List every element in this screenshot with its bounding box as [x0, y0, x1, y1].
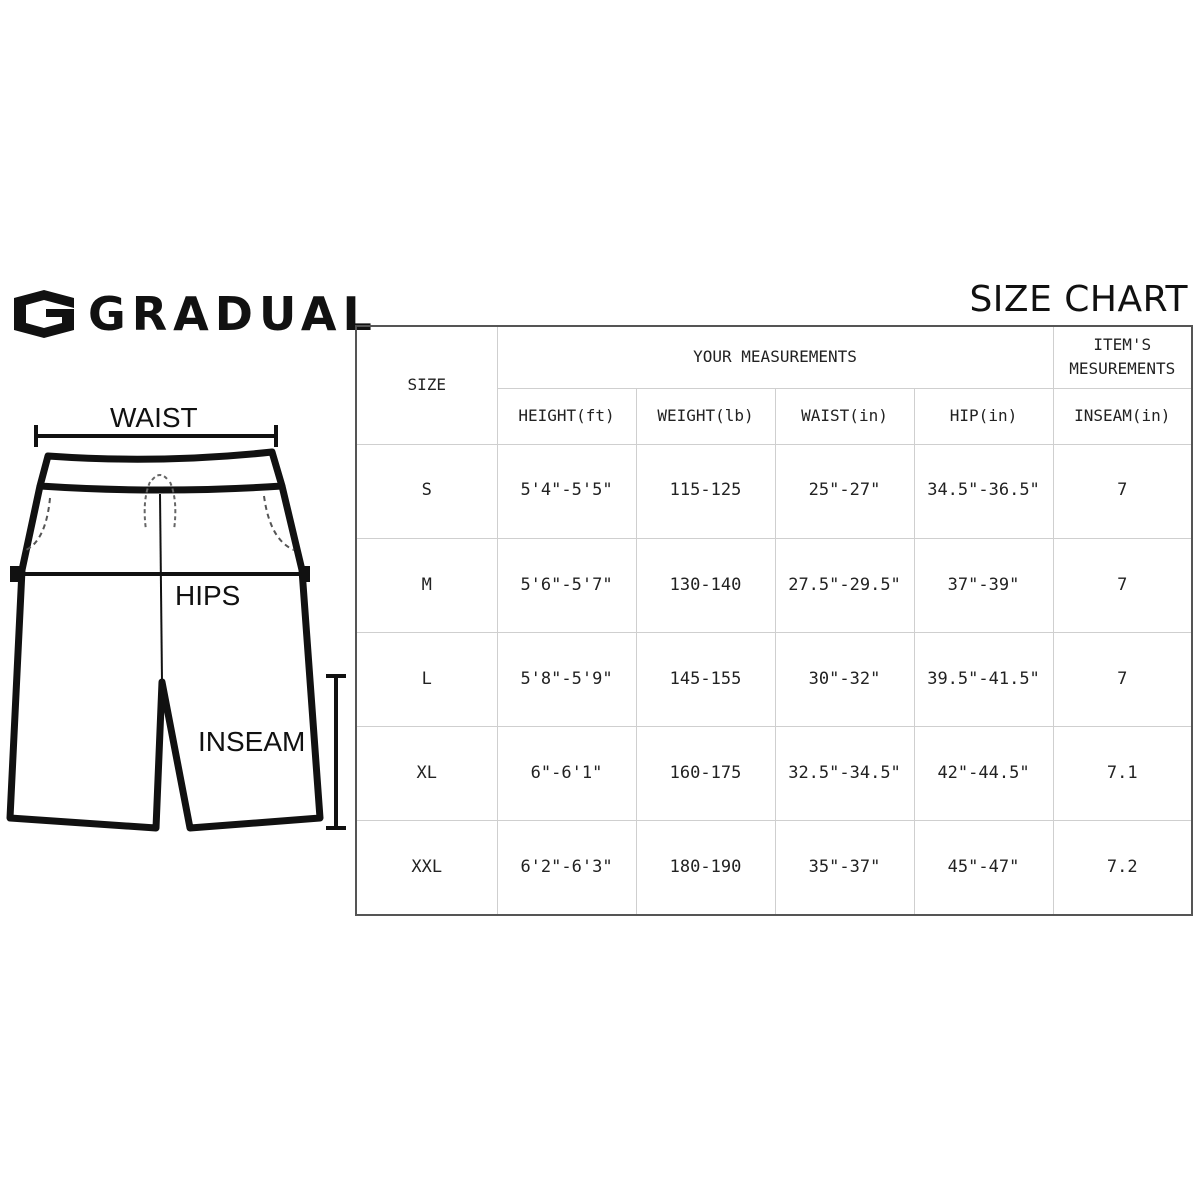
weight-cell: 145-155: [636, 632, 775, 726]
table-row: [356, 632, 1192, 726]
waist-cell: 30"-32": [775, 632, 914, 726]
brand-name: GRADUAL: [88, 287, 378, 341]
table-row: [356, 444, 1192, 538]
hip-cell: 39.5"-41.5": [914, 632, 1053, 726]
hip-cell: 34.5"-36.5": [914, 444, 1053, 538]
inseam-cell: 7: [1053, 444, 1192, 538]
weight-cell: 130-140: [636, 538, 775, 632]
hip-cell: 42"-44.5": [914, 727, 1053, 821]
weight-column-header: WEIGHT(lb): [636, 388, 775, 444]
table-row: [356, 727, 1192, 821]
weight-cell: 115-125: [636, 444, 775, 538]
size-cell: M: [356, 538, 497, 632]
your-measurements-header: YOUR MEASUREMENTS: [497, 326, 1053, 388]
weight-cell: 180-190: [636, 821, 775, 915]
height-cell: 5'4"-5'5": [497, 444, 636, 538]
waist-cell: 27.5"-29.5": [775, 538, 914, 632]
size-cell: XL: [356, 727, 497, 821]
hip-column-header: HIP(in): [914, 388, 1053, 444]
gradual-g-logo-icon: [12, 288, 76, 340]
inseam-cell: 7.2: [1053, 821, 1192, 915]
waist-column-header: WAIST(in): [775, 388, 914, 444]
height-cell: 5'8"-5'9": [497, 632, 636, 726]
inseam-cell: 7: [1053, 632, 1192, 726]
size-cell: XXL: [356, 821, 497, 915]
size-cell: S: [356, 444, 497, 538]
weight-cell: 160-175: [636, 727, 775, 821]
inseam-label: INSEAM: [198, 726, 306, 757]
waist-cell: 25"-27": [775, 444, 914, 538]
height-cell: 5'6"-5'7": [497, 538, 636, 632]
size-chart-table: [355, 325, 1193, 916]
table-row: [356, 821, 1192, 915]
size-cell: L: [356, 632, 497, 726]
page-title: SIZE CHART: [969, 279, 1188, 320]
height-cell: 6"-6'1": [497, 727, 636, 821]
waist-cell: 35"-37": [775, 821, 914, 915]
table-row: [356, 538, 1192, 632]
hips-label: HIPS: [175, 580, 241, 611]
hip-cell: 37"-39": [914, 538, 1053, 632]
shorts-outline-icon: [0, 390, 352, 840]
hip-cell: 45"-47": [914, 821, 1053, 915]
items-measurements-header: ITEM'S MESUREMENTS: [1053, 326, 1192, 388]
inseam-cell: 7: [1053, 538, 1192, 632]
brand-logo: [12, 286, 378, 342]
waist-cell: 32.5"-34.5": [775, 727, 914, 821]
inseam-column-header: INSEAM(in): [1053, 388, 1192, 444]
size-header: SIZE: [356, 326, 497, 444]
waist-label: WAIST: [110, 402, 198, 433]
height-cell: 6'2"-6'3": [497, 821, 636, 915]
inseam-cell: 7.1: [1053, 727, 1192, 821]
height-column-header: HEIGHT(ft): [497, 388, 636, 444]
shorts-diagram: [0, 390, 352, 840]
